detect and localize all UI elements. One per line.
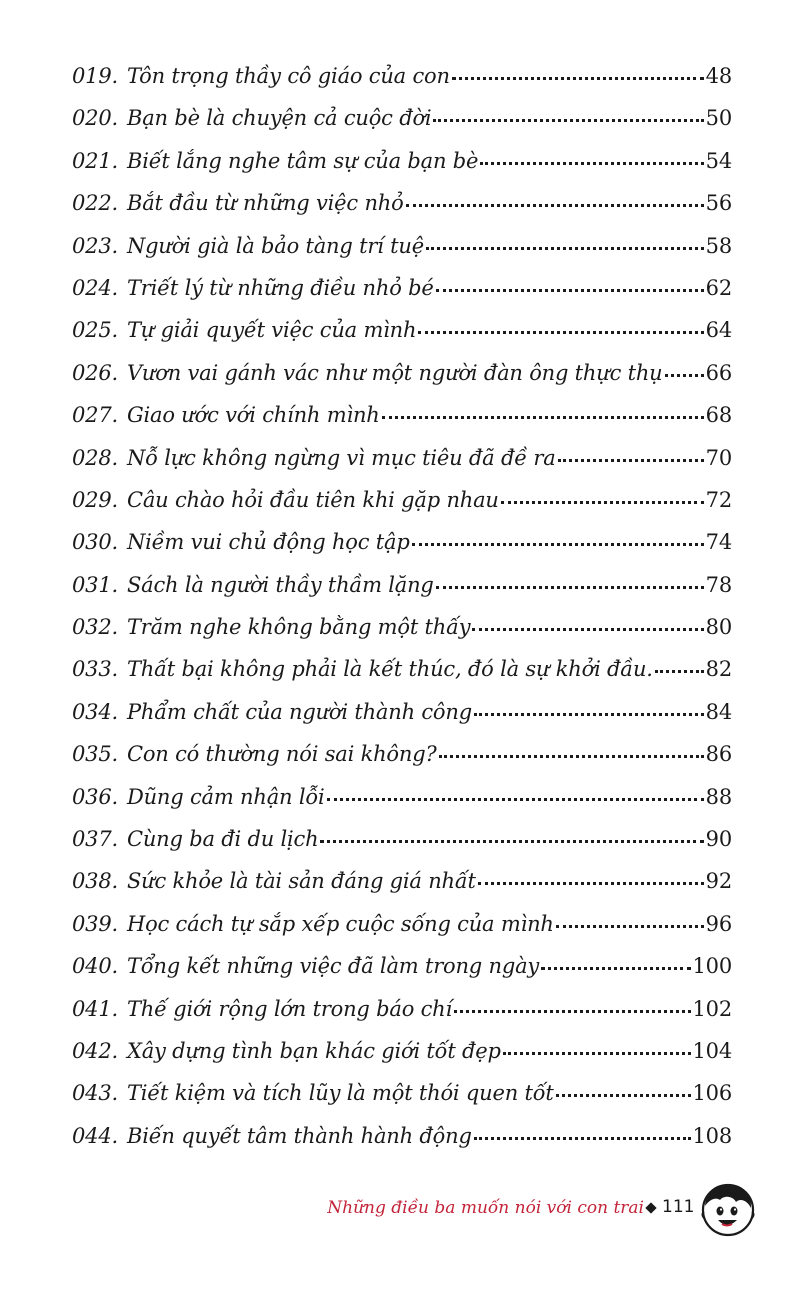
toc-entry-number: 024. — [72, 275, 118, 300]
toc-dot-leader — [480, 160, 703, 165]
toc-entry-number: 040. — [72, 954, 118, 979]
toc-entry-number: 043. — [72, 1081, 118, 1106]
toc-entry-title: Biến quyết tâm thành hành động — [126, 1123, 472, 1148]
toc-entry-title: Sách là người thầy thầm lặng — [126, 572, 434, 597]
toc-entry-number: 036. — [72, 784, 118, 809]
toc-entry — [72, 945, 732, 987]
toc-entry-page: 62 — [705, 275, 732, 300]
toc-entry — [72, 309, 732, 351]
toc-entry — [72, 648, 732, 690]
toc-entry-page: 88 — [705, 784, 732, 809]
toc-entry-number: 035. — [72, 742, 118, 767]
diamond-icon — [645, 1202, 656, 1213]
toc-entry-page: 100 — [692, 954, 732, 979]
toc-entry-number: 026. — [72, 360, 118, 385]
toc-entry — [72, 776, 732, 818]
toc-entry-title: Sức khỏe là tài sản đáng giá nhất — [126, 869, 476, 894]
toc-entry-title: Cùng ba đi du lịch — [126, 827, 319, 852]
toc-entry-page: 104 — [692, 1038, 732, 1063]
toc-entry-title: Câu chào hỏi đầu tiên khi gặp nhau — [126, 487, 499, 512]
toc-entry-page: 84 — [705, 699, 732, 724]
toc-dot-leader — [665, 372, 704, 377]
toc-dot-leader — [541, 965, 690, 970]
toc-dot-leader — [320, 838, 703, 843]
toc-entry-number: 039. — [72, 911, 118, 936]
toc-entry-page: 102 — [692, 996, 732, 1021]
toc-entry — [72, 606, 732, 648]
toc-entry — [72, 394, 732, 436]
toc-dot-leader — [436, 287, 704, 292]
toc-dot-leader — [439, 753, 704, 758]
toc-entry — [72, 733, 732, 775]
toc-dot-leader — [454, 1008, 690, 1013]
page-number: 111 — [662, 1197, 695, 1217]
toc-entry-number: 019. — [72, 64, 118, 88]
boy-face-icon — [700, 1178, 756, 1238]
toc-dot-leader — [433, 117, 703, 122]
book-title: Những điều ba muốn nói với con trai — [327, 1198, 644, 1218]
toc-entry-number: 041. — [72, 996, 118, 1021]
toc-dot-leader — [452, 75, 704, 80]
toc-entry-page: 86 — [705, 742, 732, 767]
toc-entry-number: 021. — [72, 148, 118, 173]
toc-entry-page: 50 — [705, 106, 732, 131]
toc-entry-page: 74 — [705, 530, 732, 555]
toc-entry — [72, 691, 732, 733]
toc-dot-leader — [556, 1092, 691, 1097]
toc-entry-number: 028. — [72, 445, 118, 470]
toc-dot-leader — [478, 880, 704, 885]
toc-entry-page: 90 — [705, 827, 732, 852]
toc-entry — [72, 225, 732, 267]
toc-dot-leader — [655, 668, 704, 673]
toc-entry — [72, 55, 732, 97]
toc-entry-title: Thế giới rộng lớn trong báo chí — [126, 996, 453, 1021]
toc-entry-page: 70 — [705, 445, 732, 470]
toc-entry — [72, 988, 732, 1030]
toc-entry-number: 023. — [72, 233, 118, 258]
toc-entry-title: Niềm vui chủ động học tập — [126, 530, 410, 555]
toc-entry-number: 038. — [72, 869, 118, 894]
toc-entry — [72, 860, 732, 902]
toc-dot-leader — [426, 245, 704, 250]
toc-entry-number: 025. — [72, 318, 118, 343]
toc-entry — [72, 521, 732, 563]
toc-entry-title: Thất bại không phải là kết thúc, đó là sự khởi đầu. — [126, 657, 653, 682]
toc-entry-page: 96 — [705, 911, 732, 936]
toc-entry-title: Con có thường nói sai không? — [126, 742, 437, 767]
toc-entry-title: Bắt đầu từ những việc nhỏ — [126, 191, 404, 216]
toc-entry-title: Vươn vai gánh vác như một người đàn ông thực thụ — [126, 360, 663, 385]
toc-entry — [72, 140, 732, 182]
toc-entry-page: 54 — [705, 148, 732, 173]
toc-entry — [72, 97, 732, 139]
toc-entry-number: 031. — [72, 572, 118, 597]
toc-entry — [72, 564, 732, 606]
toc-dot-leader — [418, 329, 703, 334]
toc-entry-number: 032. — [72, 615, 118, 640]
toc-entry-title: Tổng kết những việc đã làm trong ngày — [126, 954, 540, 979]
toc-entry-page: 106 — [692, 1081, 732, 1106]
toc-entry-page: 68 — [705, 403, 732, 428]
toc-dot-leader — [327, 796, 704, 801]
toc-entry-page: 58 — [705, 233, 732, 258]
toc-entry-title: Xây dựng tình bạn khác giới tốt đẹp — [126, 1038, 501, 1063]
toc-entry-title: Triết lý từ những điều nhỏ bé — [126, 275, 434, 300]
toc-entry-page: 64 — [705, 318, 732, 343]
toc-entry-page: 48 — [705, 64, 732, 88]
toc-entry-page: 66 — [705, 360, 732, 385]
toc-entry — [72, 182, 732, 224]
toc-dot-leader — [501, 499, 704, 504]
toc-dot-leader — [474, 711, 704, 716]
toc-entry — [72, 1115, 732, 1157]
toc-entry — [72, 818, 732, 860]
toc-entry-title: Giao ước với chính mình — [126, 403, 380, 428]
toc-dot-leader — [412, 541, 704, 546]
toc-dot-leader — [503, 1050, 691, 1055]
toc-entry-title: Trăm nghe không bằng một thấy — [126, 615, 471, 640]
page-footer — [0, 1196, 800, 1226]
toc-entry-number: 030. — [72, 530, 118, 555]
table-of-contents — [72, 55, 732, 1157]
toc-dot-leader — [436, 584, 704, 589]
toc-entry-number: 044. — [72, 1123, 118, 1148]
toc-entry — [72, 479, 732, 521]
toc-entry-number: 022. — [72, 191, 118, 216]
toc-entry-page: 82 — [705, 657, 732, 682]
toc-entry-number: 029. — [72, 487, 118, 512]
toc-dot-leader — [556, 923, 704, 928]
toc-entry-page: 78 — [705, 572, 732, 597]
toc-entry-title: Bạn bè là chuyện cả cuộc đời — [126, 106, 432, 131]
toc-dot-leader — [474, 1135, 691, 1140]
toc-entry-page: 56 — [705, 191, 732, 216]
toc-entry-page: 80 — [705, 615, 732, 640]
toc-entry — [72, 437, 732, 479]
toc-entry-number: 042. — [72, 1038, 118, 1063]
toc-entry-title: Học cách tự sắp xếp cuộc sống của mình — [126, 911, 554, 936]
toc-entry-page: 72 — [705, 487, 732, 512]
toc-entry — [72, 267, 732, 309]
toc-entry — [72, 903, 732, 945]
toc-entry-title: Người già là bảo tàng trí tuệ — [126, 233, 424, 258]
toc-entry-page: 92 — [705, 869, 732, 894]
toc-entry-number: 027. — [72, 403, 118, 428]
toc-entry-number: 033. — [72, 657, 118, 682]
toc-entry-page: 108 — [692, 1123, 732, 1148]
toc-entry-title: Dũng cảm nhận lỗi — [126, 784, 325, 809]
toc-entry-title: Tự giải quyết việc của mình — [126, 318, 417, 343]
toc-entry — [72, 352, 732, 394]
toc-entry-title: Nỗ lực không ngừng vì mục tiêu đã đề ra — [126, 445, 556, 470]
toc-entry-number: 020. — [72, 106, 118, 131]
toc-entry-title: Tiết kiệm và tích lũy là một thói quen tốt — [126, 1081, 554, 1106]
toc-dot-leader — [406, 202, 704, 207]
toc-dot-leader — [382, 414, 704, 419]
toc-entry — [72, 1072, 732, 1114]
toc-dot-leader — [472, 626, 703, 631]
toc-entry-title: Biết lắng nghe tâm sự của bạn bè — [126, 148, 479, 173]
toc-entry-title: Tôn trọng thầy cô giáo của con — [126, 64, 450, 88]
toc-entry-number: 034. — [72, 699, 118, 724]
toc-entry-number: 037. — [72, 827, 118, 852]
toc-entry-title: Phẩm chất của người thành công — [126, 699, 472, 724]
toc-entry — [72, 1030, 732, 1072]
toc-dot-leader — [558, 457, 704, 462]
